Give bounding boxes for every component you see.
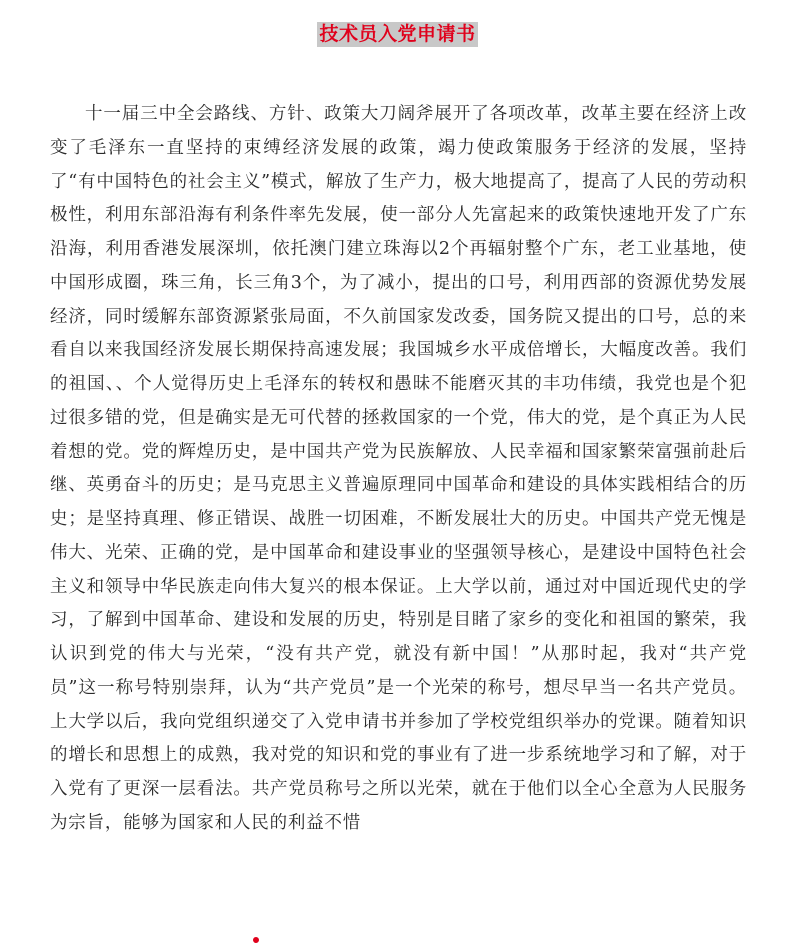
body-paragraph: 十一届三中全会路线、方针、政策大刀阔斧展开了各项改革，改革主要在经济上改变了毛泽东一直坚持的束缚经济发展的政策，竭力使政策服务于经济的发展，坚持了“有中国特色的社会主义”模式，解放了生产力，极大地提高了，提高了人民的劳动积极性，利用东部沿海有利条件率先发展，使一部分人先富起来的政策快速地开发了广东沿海，利用香港发展深圳，依托澳门建立珠海以2个再辐射整个广东，老工业基地，使中国形成圈，珠三角，长三角3个，为了减小，提出的口号，利用西部的资源优势发展经济，同时缓解东部资源紧张局面，不久前国家发改委，国务院又提出的口号，总的来看自以来我国经济发展长期保持高速发展；我国城乡水平成倍增长，大幅度改善。我们的祖国、、个人觉得历史上毛泽东的转权和愚昧不能磨灭其的丰功伟绩，我党也是个犯过很多错的党，但是确实是无可代替的拯救国家的一个党，伟大的党，是个真正为人民着想的党。党的辉煌历史，是中国共产党为民族解放、人民幸福和国家繁荣富强前赴后继、英勇奋斗的历史；是马克思主义普遍原理同中国革命和建设的具体实践相结合的历史；是坚持真理、修正错误、战胜一切困难，不断发展壮大的历史。中国共产党无愧是伟大、光荣、正确的党，是中国革命和建设事业的坚强领导核心，是建设中国特色社会主义和领导中华民族走向伟大复兴的根本保证。上大学以前，通过对中国近现代史的学习，了解到中国革命、建设和发展的历史，特别是目睹了家乡的变化和祖国的繁荣，我认识到党的伟大与光荣，“没有共产党，就没有新中国！”从那时起，我对“共产党员”这一称号特别崇拜，认为“共产党员”是一个光荣的称号，想尽早当一名共产党员。上大学以后，我向党组织递交了入党申请书并参加了学校党组织举办的党课。随着知识的增长和思想上的成熟，我对党的知识和党的事业有了进一步系统地学习和了解，对于入党有了更深一层看法。共产党员称号之所以光荣，就在于他们以全心全意为人民服务为宗旨，能够为国家和人民的利益不惜 — [50, 104, 747, 833]
title-container — [0, 22, 795, 47]
red-mark-decoration — [253, 937, 259, 943]
document-title: 技术员入党申请书 — [319, 23, 476, 45]
